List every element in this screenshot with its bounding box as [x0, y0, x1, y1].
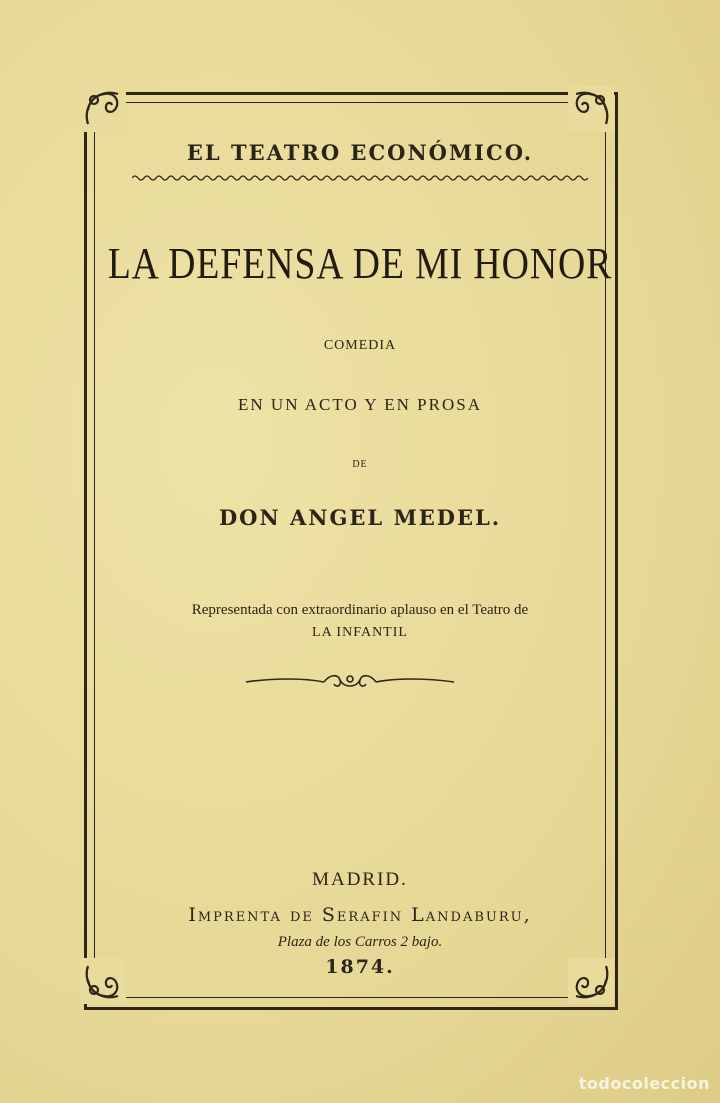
corner-ornament-top-right — [568, 86, 614, 132]
flourish-ornament — [244, 672, 456, 692]
corner-ornament-top-left — [80, 86, 126, 132]
publication-year: 1874. — [325, 956, 395, 978]
printer-address: Plaza de los Carros 2 bajo. — [277, 934, 443, 950]
by-label: DE — [352, 459, 368, 470]
watermark-logo: todocoleccion — [578, 1074, 710, 1093]
performance-note: Representada con extraordinario aplauso en el Teatro de — [191, 602, 529, 618]
publication-city: MADRID. — [312, 869, 408, 890]
theatre-name: LA INFANTIL — [312, 625, 408, 640]
series-heading: EL TEATRO ECONÓMICO. — [186, 140, 534, 165]
author-name: DON ANGEL MEDEL. — [218, 505, 502, 530]
wavy-rule — [132, 174, 588, 182]
inner-border-frame — [94, 102, 606, 998]
play-description: EN UN ACTO Y EN PROSA — [238, 395, 482, 414]
genre-label: COMEDIA — [323, 338, 397, 353]
play-title: LA DEFENSA DE MI HONOR — [107, 239, 613, 288]
printer-name: Imprenta de Serafin Landaburu, — [188, 904, 532, 926]
